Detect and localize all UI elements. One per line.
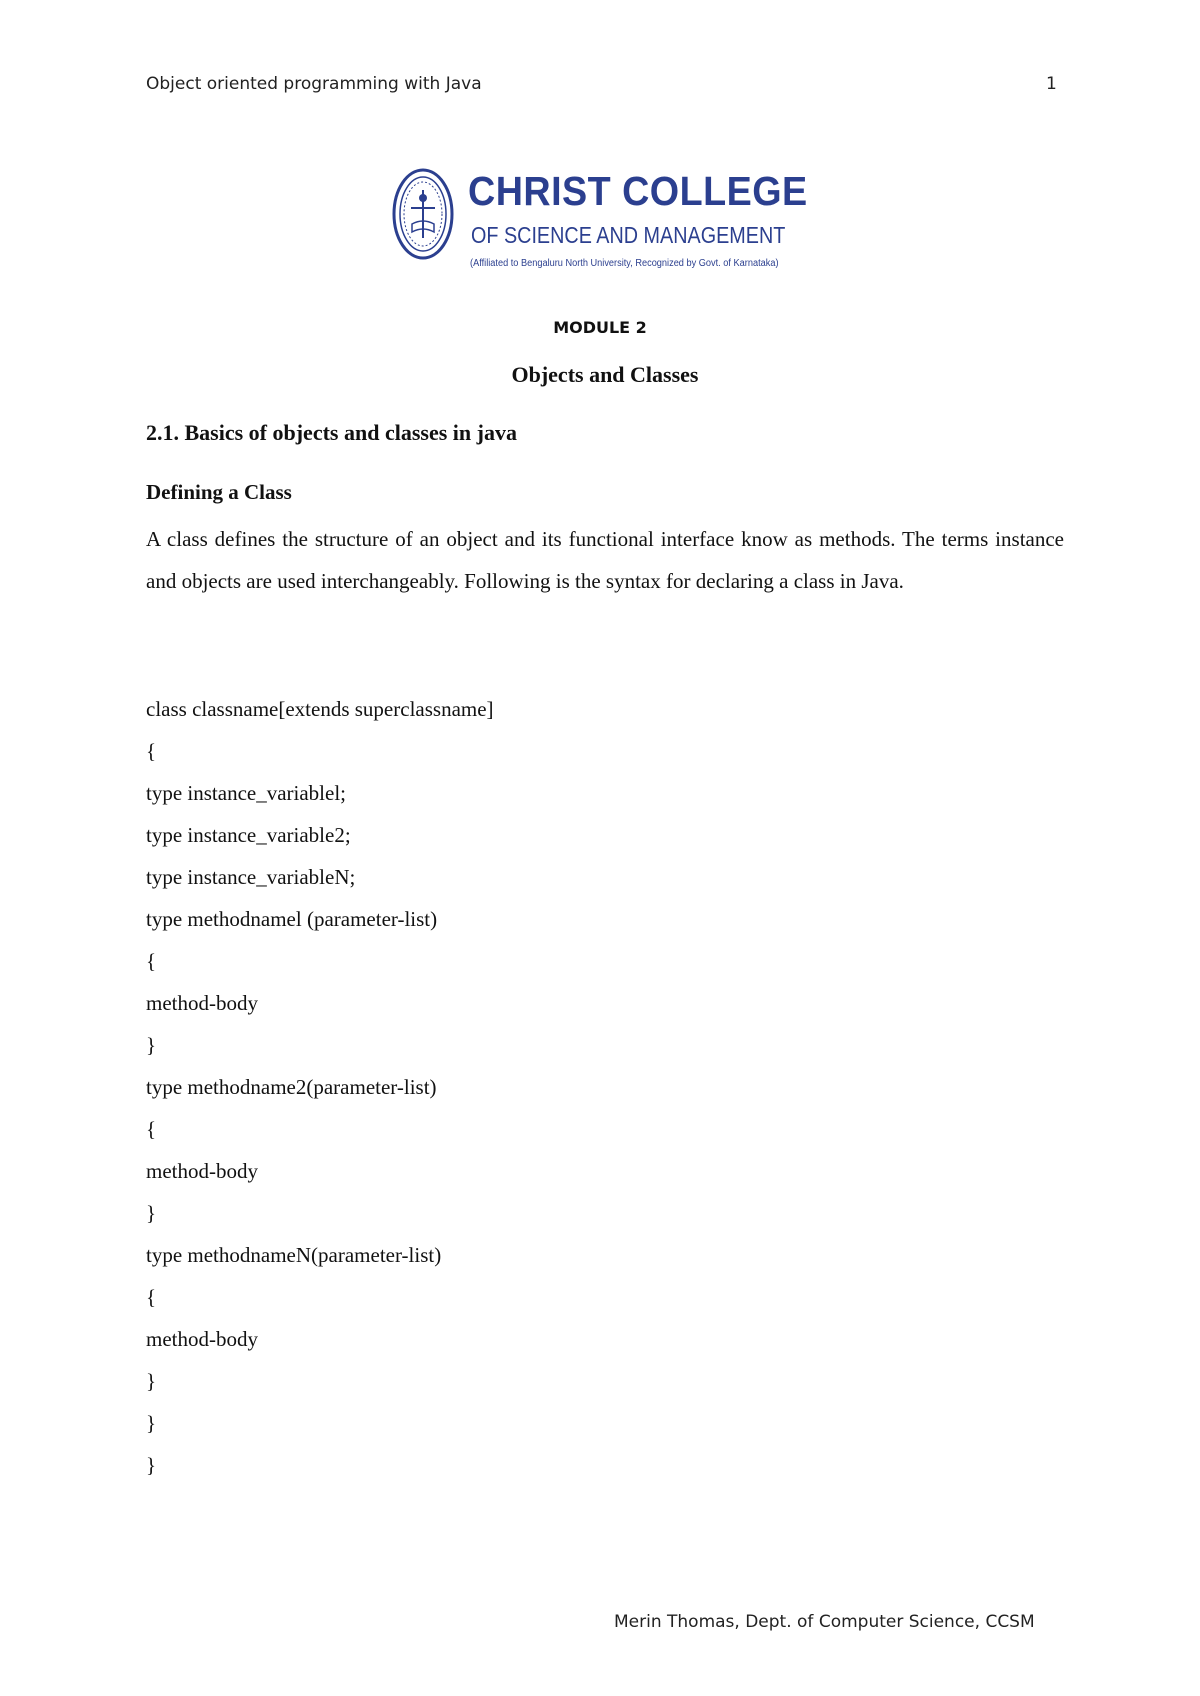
page-title: Objects and Classes: [511, 362, 699, 387]
code-line: }: [146, 1201, 157, 1225]
code-line: class classname[extends superclassname]: [146, 697, 494, 721]
code-line: type instance_variablel;: [146, 781, 347, 805]
code-line: type methodnameN(parameter-list): [146, 1243, 442, 1267]
body-paragraph: A class defines the structure of an object and its functional interface know as methods. The terms instance and objects are used interchangeably. Following is the syntax for declaring a class in Java.: [146, 527, 1064, 593]
code-line: method-body: [146, 991, 258, 1015]
code-line: }: [146, 1453, 157, 1477]
code-line: type methodname2(parameter-list): [146, 1075, 437, 1099]
code-line: type methodnamel (parameter-list): [146, 907, 438, 931]
section-heading: 2.1. Basics of objects and classes in java: [146, 420, 517, 445]
page-number: 1: [1046, 74, 1057, 94]
logo-college-subtitle: OF SCIENCE AND MANAGEMENT: [471, 222, 786, 248]
college-seal-icon: [392, 168, 454, 260]
code-line: {: [146, 1285, 157, 1309]
code-line: method-body: [146, 1159, 258, 1183]
code-line: }: [146, 1033, 157, 1057]
code-line: method-body: [146, 1327, 258, 1351]
logo-affiliation: (Affiliated to Bengaluru North University, Recognized by Govt. of Karnataka): [470, 258, 779, 269]
code-line: {: [146, 949, 157, 973]
code-line: }: [146, 1369, 157, 1393]
class-syntax-code-block: [146, 688, 494, 1486]
logo-college-name: CHRIST COLLEGE: [468, 168, 808, 214]
code-line: {: [146, 739, 157, 763]
subheading: Defining a Class: [146, 480, 292, 504]
code-line: {: [146, 1117, 157, 1141]
footer-author: Merin Thomas, Dept. of Computer Science, CCSM: [614, 1612, 1035, 1632]
module-label: MODULE 2: [553, 318, 647, 337]
code-line: type instance_variable2;: [146, 823, 351, 847]
code-line: type instance_variableN;: [146, 865, 356, 889]
code-line: }: [146, 1411, 157, 1435]
running-header-title: Object oriented programming with Java: [146, 74, 482, 94]
college-logo: [392, 168, 808, 276]
